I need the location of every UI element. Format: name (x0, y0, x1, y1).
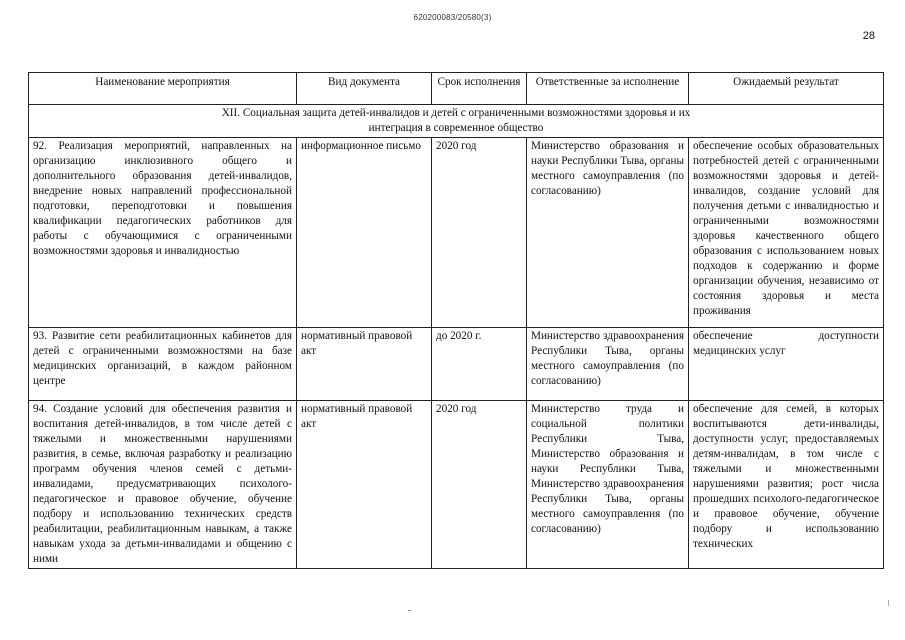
scan-mark (408, 610, 411, 611)
row-94-name: 94. Создание условий для обеспечения развития и воспитания детей-инвалидов, в том числе детей с тяжелыми и множественными нарушениями развития, в семье, включая разработку и реализацию программ обучения членов семей с детьми-инвалидами, предусматривающих психолого-педагогическое и правовое обучение, обучение подбору и использованию технических средств реабилитации, реабилитационным навыкам, а также навыкам ухода за детьми-инвалидами и общению с ними (29, 401, 297, 569)
row-93-name: 93. Развитие сети реабилитационных кабинетов для детей с ограниченными возможностями на базе медицинских организаций, в каждом районном центре (29, 328, 297, 401)
row-94-result: обеспечение для семей, в которых воспитываются дети-инвалиды, доступности услуг, предоставляемых детям-инвалидам, в том числе с тяжелыми и множественными нарушениями развития; рост числа прошедших психолого-педагогическое и правовое обучение, обучение подбору и использованию технических (689, 401, 884, 569)
table-header-row (29, 73, 884, 105)
row-94-responsible: Министерство труда и социальной политики Республики Тыва, Министерство образования и науки Республики Тыва, Министерство здравоохранения Республики Тыва, органы местного самоуправления (по согласованию) (527, 401, 689, 569)
row-93-responsible: Министерство здравоохранения Республики Тыва, органы местного самоуправления (по согласованию) (527, 328, 689, 401)
row-93-result: обеспечение доступности медицинских услуг (689, 328, 884, 401)
row-92-responsible: Министерство образования и науки Республики Тыва, органы местного самоуправления (по согласованию) (527, 138, 689, 328)
table-row (29, 138, 884, 328)
header-term: Срок исполнения (432, 73, 527, 105)
table-row (29, 401, 884, 569)
document-id: 620200083/20580(3) (413, 13, 492, 22)
header-name: Наименование мероприятия (29, 73, 297, 105)
row-92-result: обеспечение особых образовательных потребностей детей с ограниченными возможностями здоровья и детей-инвалидов, создание условий для получения детьми с инвалидностью и ограниченными возможностями здоровья качественного общего образования с использованием новых подходов к содержанию и форме организации обучения, независимо от состояния здоровья и места проживания (689, 138, 884, 328)
row-94-doc-type: нормативный правовой акт (297, 401, 432, 569)
section-title: XII. Социальная защита детей-инвалидов и детей с ограниченными возможностями здоровья и их интеграция в современное общество (29, 105, 884, 138)
row-92-name: 92. Реализация мероприятий, направленных на организацию инклюзивного общего и дополнительного образования детей-инвалидов, внедрение новых направлений профессиональной подготовки, переподготовки и повышения квалификации педагогических работников для работы с обучающимися с ограниченными возможностями здоровья и инвалидностью (29, 138, 297, 328)
table-row (29, 328, 884, 401)
row-92-doc-type: информационное письмо (297, 138, 432, 328)
scan-mark (888, 600, 889, 606)
row-93-doc-type: нормативный правовой акт (297, 328, 432, 401)
measures-table (28, 72, 884, 569)
row-93-term: до 2020 г. (432, 328, 527, 401)
row-94-term: 2020 год (432, 401, 527, 569)
section-row (29, 105, 884, 138)
header-responsible: Ответственные за исполнение (527, 73, 689, 105)
header-doc-type: Вид документа (297, 73, 432, 105)
row-92-term: 2020 год (432, 138, 527, 328)
page-number: 28 (862, 30, 875, 42)
header-result: Ожидаемый результат (689, 73, 884, 105)
